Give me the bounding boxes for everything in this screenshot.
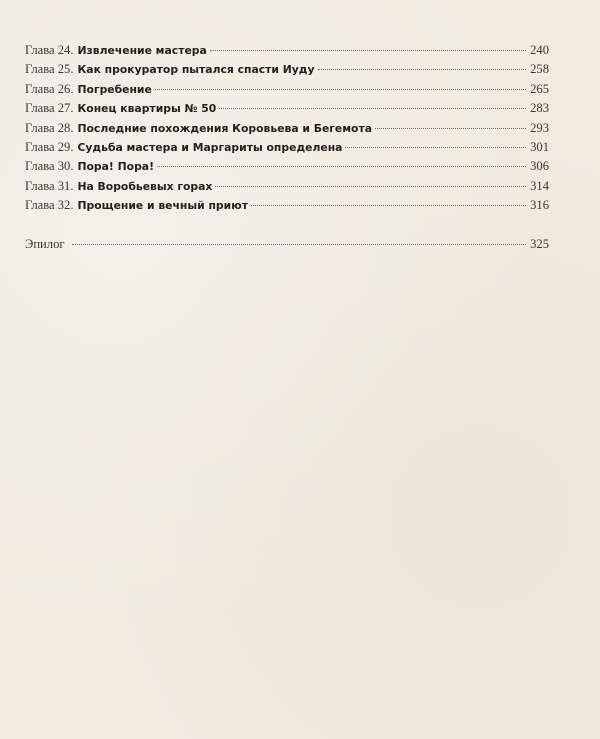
chapter-number: Глава 28. [25,120,74,135]
page-number: 283 [530,101,549,116]
toc-entry-chapter-24[interactable] [25,41,549,60]
table-of-contents [25,41,549,255]
chapter-title: Погребение [77,82,152,96]
toc-entry-chapter-26[interactable] [25,80,549,99]
page-number: 240 [530,43,549,57]
chapter-title: На Воробьевых горах [77,179,213,193]
page-number: 293 [530,120,549,135]
page-number: 316 [530,198,549,213]
toc-entry-chapter-32[interactable] [25,196,549,215]
chapter-title: Судьба мастера и Маргариты определена [77,140,343,154]
dot-leader [210,50,526,51]
dot-leader [155,89,526,90]
page-number: 258 [530,62,549,77]
dot-leader [375,128,526,129]
chapter-title: Последние похождения Коровьева и Бегемота [77,121,373,135]
toc-entry-chapter-27[interactable] [25,99,549,118]
toc-entry-chapter-28[interactable] [25,119,549,138]
dot-leader [345,147,526,148]
chapter-number: Глава 32. [25,198,74,213]
dot-leader [72,244,527,245]
page-number: 265 [530,81,549,96]
chapter-number: Глава 31. [25,178,74,193]
toc-entry-chapter-25[interactable] [25,60,549,79]
chapter-number: Глава 29. [25,139,74,154]
toc-entry-chapter-30[interactable] [25,157,549,176]
dot-leader [318,69,527,70]
page-number: 314 [530,178,549,193]
dot-leader [251,205,526,206]
dot-leader [157,166,526,167]
toc-entry-chapter-29[interactable] [25,138,549,157]
chapter-title: Извлечение мастера [77,44,207,57]
epilogue-label: Эпилог [25,237,65,252]
page-number: 325 [530,237,549,252]
chapter-number: Глава 25. [25,62,74,77]
chapter-title: Прощение и вечный приют [77,199,248,213]
chapter-title: Конец квартиры № 50 [77,102,217,116]
chapter-number: Глава 24. [25,43,74,57]
chapter-title: Как прокуратор пытался спасти Иуду [77,63,315,77]
chapter-number: Глава 30. [25,159,74,174]
chapter-title: Пора! Пора! [77,160,155,174]
page-number: 301 [530,139,549,154]
chapter-number: Глава 27. [25,101,74,116]
page-number: 306 [530,159,549,174]
toc-entry-chapter-31[interactable] [25,177,549,196]
dot-leader [215,186,526,187]
dot-leader [219,108,526,109]
toc-entry-epilogue[interactable] [25,235,549,254]
chapter-number: Глава 26. [25,81,74,96]
